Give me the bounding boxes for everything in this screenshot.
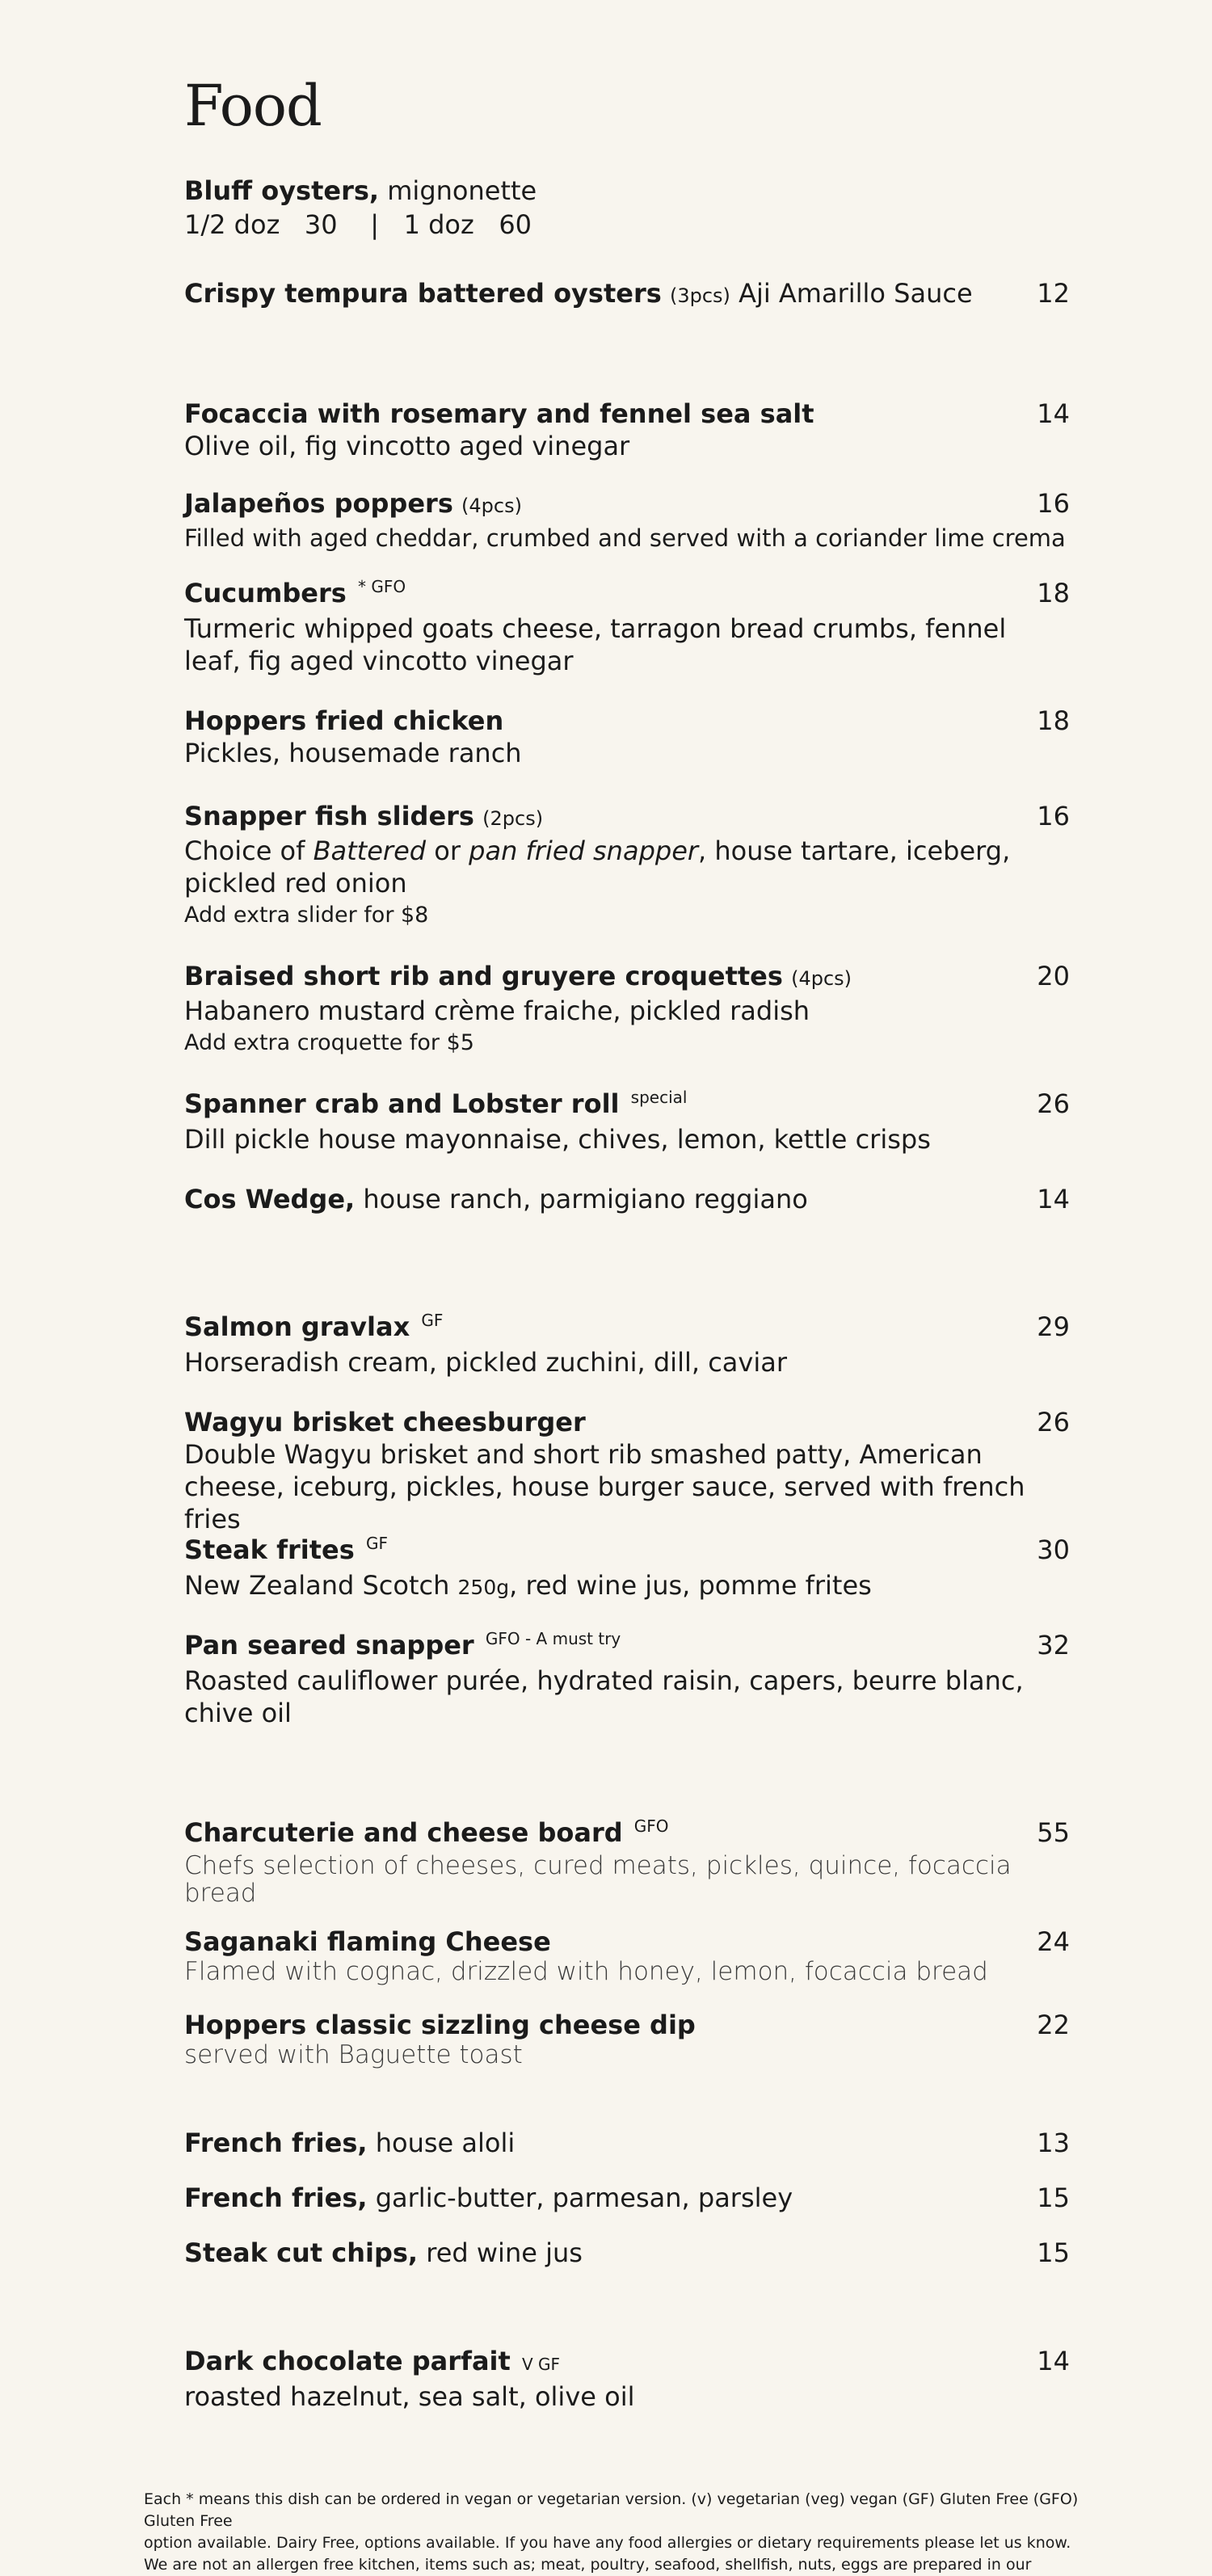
- item-note: garlic-butter, parmesan, parsley: [375, 2182, 793, 2213]
- menu-item-cucumbers: [184, 577, 1070, 677]
- item-price: 26: [1037, 1088, 1070, 1119]
- item-description: Horseradish cream, pickled zuchini, dill, caviar: [184, 1347, 787, 1378]
- item-quantity: (4pcs): [791, 967, 852, 990]
- item-price: 14: [1037, 398, 1070, 429]
- menu-item-chocolate-parfait: [184, 2345, 1070, 2413]
- item-name: Bluff oysters,: [184, 175, 380, 206]
- item-name: Braised short rib and gruyere croquettes: [184, 961, 783, 991]
- menu-item-charcuterie: [184, 1816, 1070, 1907]
- item-description: Pickles, housemade ranch: [184, 738, 522, 768]
- item-description: served with Baguette toast: [184, 2040, 523, 2069]
- item-note: Aji Amarillo Sauce: [739, 278, 973, 309]
- menu-item-lobster-roll: [184, 1088, 1070, 1155]
- page-title: Food: [184, 73, 322, 139]
- item-description: Chefs selection of cheeses, cured meats, pickles, quince, focaccia bread: [184, 1851, 1012, 1908]
- item-price: 24: [1037, 1926, 1070, 1957]
- item-description: Habanero mustard crème fraiche, pickled radish: [184, 995, 810, 1026]
- item-price: 22: [1037, 2010, 1070, 2040]
- item-name: Crispy tempura battered oysters: [184, 278, 662, 309]
- item-price: 26: [1037, 1407, 1070, 1437]
- menu-item-jalapenos: [184, 487, 1070, 554]
- item-name: Cos Wedge,: [184, 1184, 356, 1214]
- item-name: French fries,: [184, 2182, 368, 2213]
- item-price: 14: [1037, 2346, 1070, 2376]
- menu-item-fish-sliders: [184, 800, 1070, 932]
- item-description: Filled with aged cheddar, crumbed and served with a coriander lime crema: [184, 524, 1066, 552]
- menu-item-cheesburger: [184, 1406, 1070, 1535]
- item-description: Flamed with cognac, drizzled with honey, lemon, focaccia bread: [184, 1957, 988, 1986]
- item-name: Jalapeños poppers: [184, 488, 453, 519]
- item-tag: GFO: [633, 1816, 669, 1836]
- item-extra-note: Add extra slider for $8: [184, 903, 429, 928]
- item-description: Olive oil, fig vincotto aged vinegar: [184, 431, 630, 461]
- item-name: Steak cut chips,: [184, 2237, 419, 2268]
- item-price: 32: [1037, 1630, 1070, 1661]
- menu-item-salmon-gravlax: [184, 1311, 1070, 1378]
- oyster-prices: 1/2 doz 30 | 1 doz 60: [184, 209, 532, 240]
- menu-item-fried-chicken: [184, 705, 1070, 769]
- menu-item-saganaki: [184, 1926, 1070, 1985]
- menu-item-fries-aioli: [184, 2127, 1070, 2159]
- menu-item-cheese-dip: [184, 2009, 1070, 2069]
- item-name: Saganaki flaming Cheese: [184, 1926, 551, 1957]
- footnote-line: option available. Dairy Free, options available. If you have any food allergies or dietary requirements please let us know.: [144, 2534, 1071, 2552]
- item-extra-note: Add extra croquette for $5: [184, 1030, 474, 1055]
- item-description: Roasted cauliflower purée, hydrated raisin, capers, beurre blanc, chive oil: [184, 1665, 1024, 1728]
- item-description: Choice of Battered or pan fried snapper, house tartare, iceberg, pickled red onion: [184, 836, 1011, 899]
- item-description: roasted hazelnut, sea salt, olive oil: [184, 2381, 635, 2412]
- item-name: Steak frites: [184, 1534, 355, 1565]
- item-quantity: (3pcs): [669, 284, 730, 307]
- item-name: Wagyu brisket cheesburger: [184, 1407, 586, 1437]
- item-note: mignonette: [387, 175, 537, 206]
- item-tag: special: [630, 1088, 688, 1107]
- item-tag: * GFO: [357, 577, 406, 596]
- item-price: 30: [1037, 1534, 1070, 1565]
- item-name: Snapper fish sliders: [184, 801, 474, 831]
- item-price: 16: [1037, 488, 1070, 519]
- item-price: 15: [1037, 2237, 1070, 2268]
- item-price: 12: [1037, 278, 1070, 309]
- item-name: Dark chocolate parfait: [184, 2346, 511, 2376]
- menu-item-steak-frites: [184, 1534, 1070, 1604]
- item-price: 29: [1037, 1311, 1070, 1342]
- item-note: red wine jus: [426, 2237, 583, 2268]
- item-price: 18: [1037, 578, 1070, 608]
- item-name: Hoppers fried chicken: [184, 705, 504, 736]
- item-description: New Zealand Scotch 250g, red wine jus, pomme frites: [184, 1570, 872, 1601]
- menu-item-croquettes: [184, 960, 1070, 1059]
- menu-item-oysters: [184, 175, 1070, 242]
- item-note: house aloli: [375, 2128, 516, 2158]
- item-quantity: (2pcs): [482, 807, 544, 830]
- item-name: Salmon gravlax: [184, 1311, 410, 1342]
- item-price: 14: [1037, 1184, 1070, 1214]
- item-price: 15: [1037, 2182, 1070, 2213]
- item-tag: GF: [421, 1311, 444, 1330]
- item-note: house ranch, parmigiano reggiano: [363, 1184, 808, 1214]
- menu-item-cos-wedge: [184, 1183, 1070, 1215]
- footnote-line: We are not an allergen free kitchen, items such as; meat, poultry, seafood, shellfish, nuts, eggs are prepared in our: [144, 2556, 1032, 2574]
- item-name: Pan seared snapper: [184, 1630, 474, 1661]
- menu-item-tempura-oysters: [184, 277, 1070, 312]
- item-price: 18: [1037, 705, 1070, 736]
- menu-item-steak-chips: [184, 2237, 1070, 2269]
- item-tag: GFO - A must try: [485, 1629, 621, 1648]
- item-quantity: (4pcs): [461, 495, 522, 517]
- item-price: 20: [1037, 961, 1070, 991]
- item-description: Turmeric whipped goats cheese, tarragon bread crumbs, fennel leaf, fig aged vincotto vinegar: [184, 613, 1007, 676]
- item-price: 16: [1037, 801, 1070, 831]
- item-price: 55: [1037, 1817, 1070, 1848]
- item-name: Hoppers classic sizzling cheese dip: [184, 2010, 696, 2040]
- item-name: Cucumbers: [184, 578, 347, 608]
- item-description: Double Wagyu brisket and short rib smashed patty, American cheese, iceburg, pickles, house burger sauce, served with french fries: [184, 1439, 1025, 1534]
- dietary-footnote: [144, 2489, 1091, 2576]
- item-name: Focaccia with rosemary and fennel sea salt: [184, 398, 814, 429]
- menu-item-fries-garlic: [184, 2182, 1070, 2214]
- item-name: Charcuterie and cheese board: [184, 1817, 623, 1848]
- item-description: Dill pickle house mayonnaise, chives, lemon, kettle crisps: [184, 1124, 931, 1155]
- menu-item-focaccia: [184, 398, 1070, 462]
- item-tag: V GF: [521, 2355, 561, 2374]
- footnote-line: Each * means this dish can be ordered in vegan or vegetarian version. (v) vegetarian (veg) vegan (GF) Gluten Free (GFO) Gluten Free: [144, 2490, 1079, 2530]
- item-price: 13: [1037, 2128, 1070, 2158]
- item-name: French fries,: [184, 2128, 368, 2158]
- item-tag: GF: [365, 1534, 388, 1553]
- menu-item-pan-seared-snapper: [184, 1629, 1070, 1729]
- item-name: Spanner crab and Lobster roll: [184, 1088, 620, 1119]
